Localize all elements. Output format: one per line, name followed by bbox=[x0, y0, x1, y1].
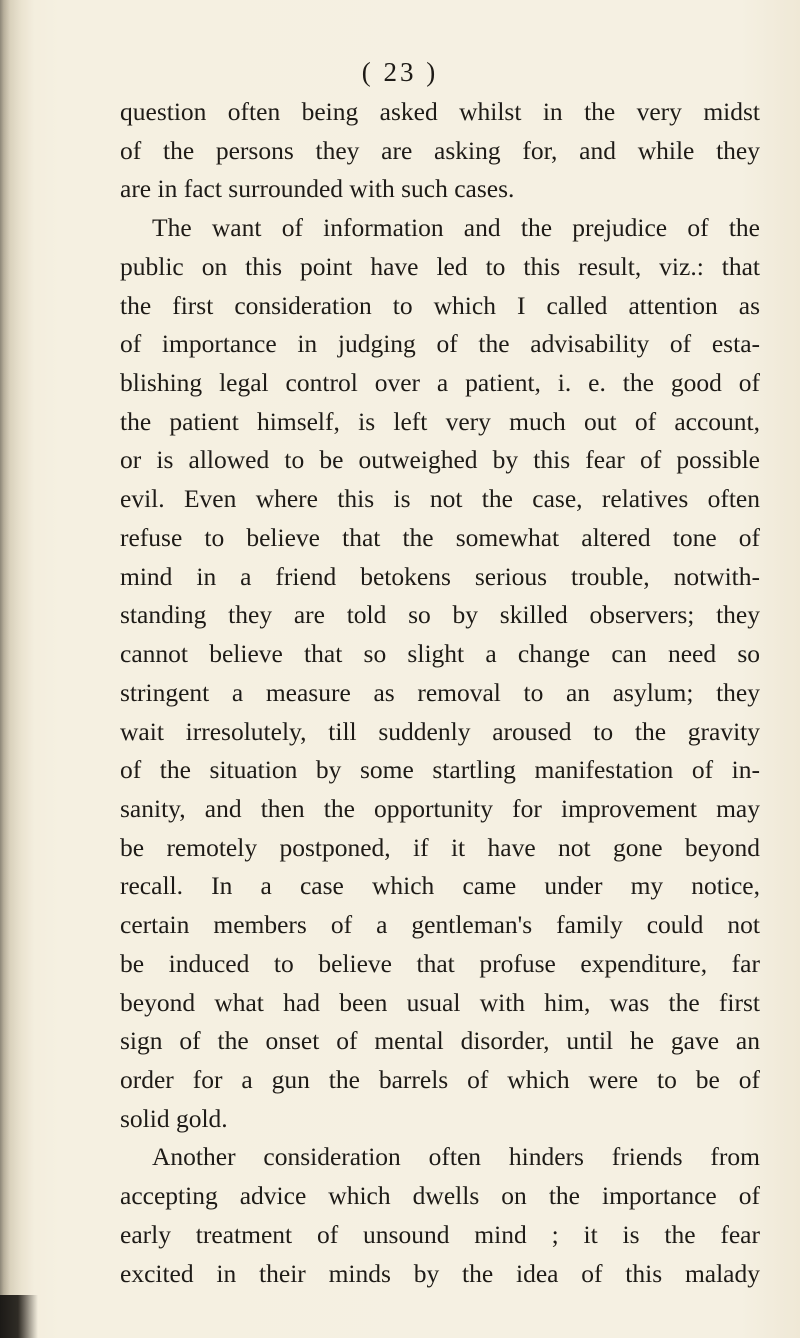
text-line: cannot believe that so slight a change can need so bbox=[120, 639, 760, 669]
text-line: public on this point have led to this result, viz.: that bbox=[120, 251, 760, 281]
text-line: or is allowed to be outweighed by this fear of possible bbox=[120, 445, 760, 475]
text-line: sign of the onset of mental disorder, until he gave an bbox=[120, 1026, 760, 1056]
text-line: the first consideration to which I called attention as bbox=[120, 290, 760, 320]
text-line: accepting advice which dwells on the importance of bbox=[120, 1181, 760, 1211]
text-line: mind in a friend betokens serious trouble, notwith- bbox=[120, 561, 760, 591]
text-line: the patient himself, is left very much out of account, bbox=[120, 406, 760, 436]
text-line: of the situation by some startling manifestation of in- bbox=[120, 755, 760, 785]
text-line: refuse to believe that the somewhat altered tone of bbox=[120, 522, 760, 552]
text-line: be induced to believe that profuse expenditure, far bbox=[120, 948, 760, 978]
text-line: stringent a measure as removal to an asylum; they bbox=[120, 677, 760, 707]
text-line: Another consideration often hinders friends from bbox=[152, 1142, 760, 1172]
text-line: order for a gun the barrels of which were to be of bbox=[120, 1064, 760, 1094]
text-line: be remotely postponed, if it have not gone beyond bbox=[120, 832, 760, 862]
page-binding-corner bbox=[0, 1295, 38, 1338]
page-binding-shadow bbox=[0, 0, 34, 1338]
body-text bbox=[120, 93, 760, 1293]
text-line: blishing legal control over a patient, i. e. the good of bbox=[120, 368, 760, 398]
text-line: wait irresolutely, till suddenly aroused to the gravity bbox=[120, 716, 760, 746]
text-line: evil. Even where this is not the case, relatives often bbox=[120, 484, 760, 514]
text-line: of the persons they are asking for, and while they bbox=[120, 135, 760, 165]
text-line: solid gold. bbox=[120, 1103, 228, 1133]
text-line: excited in their minds by the idea of this malady bbox=[120, 1258, 760, 1288]
text-line: sanity, and then the opportunity for improvement may bbox=[120, 793, 760, 823]
text-line: recall. In a case which came under my notice, bbox=[120, 871, 760, 901]
text-line: standing they are told so by skilled observers; they bbox=[120, 600, 760, 630]
text-line: of importance in judging of the advisability of esta- bbox=[120, 329, 760, 359]
text-line: The want of information and the prejudice of the bbox=[152, 213, 760, 243]
text-line: are in fact surrounded with such cases. bbox=[120, 174, 515, 204]
page-number: ( 23 ) bbox=[361, 57, 439, 87]
text-line: beyond what had been usual with him, was the first bbox=[120, 987, 760, 1017]
text-line: certain members of a gentleman's family could not bbox=[120, 910, 760, 940]
text-line: question often being asked whilst in the very midst bbox=[120, 97, 760, 126]
text-line: early treatment of unsound mind ; it is the fear bbox=[120, 1219, 760, 1249]
